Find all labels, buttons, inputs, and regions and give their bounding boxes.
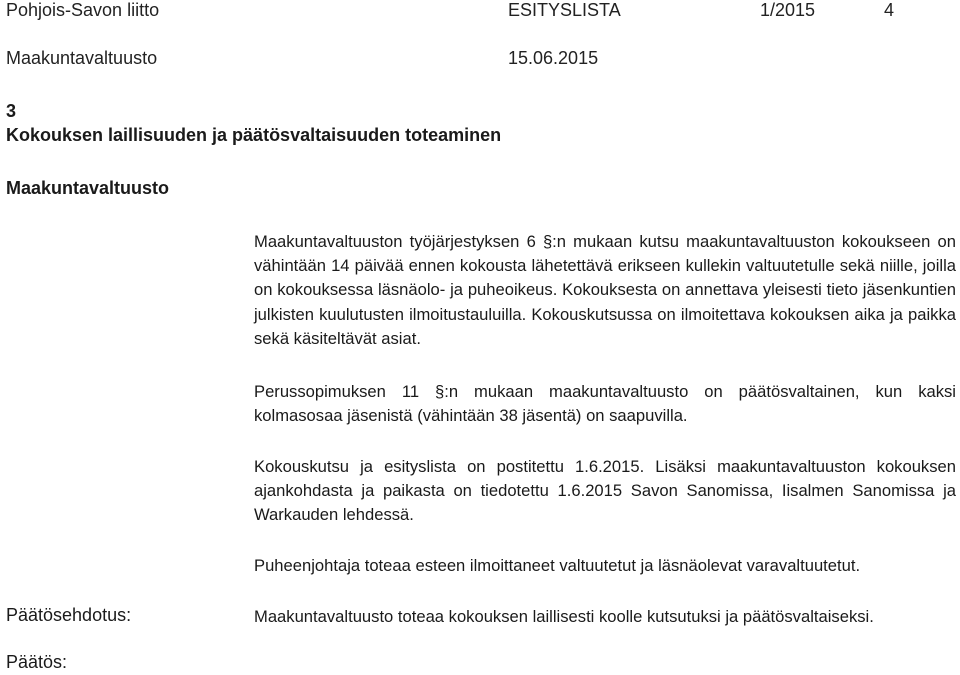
section-title: Kokouksen laillisuuden ja päätösvaltaisuuden toteaminen bbox=[6, 125, 502, 145]
paragraph-3 bbox=[254, 455, 956, 528]
issue-number: 1/2015 bbox=[760, 0, 816, 20]
proposal-label: Päätösehdotus: bbox=[6, 605, 132, 625]
paragraph-2 bbox=[254, 380, 956, 428]
meeting-date: 15.06.2015 bbox=[508, 48, 599, 68]
section-body-name: Maakuntavaltuusto bbox=[6, 178, 170, 198]
document-type: ESITYSLISTA bbox=[508, 0, 621, 20]
proposal-text: Maakuntavaltuusto toteaa kokouksen laillisesti koolle kutsutuksi ja päätösvaltaiseksi. bbox=[254, 607, 874, 626]
paragraph-1 bbox=[254, 230, 956, 351]
paragraph-4 bbox=[254, 554, 956, 578]
decision-label: Päätös: bbox=[6, 652, 68, 672]
paragraph-text: Puheenjohtaja toteaa esteen ilmoittaneet valtuutetut ja läsnäolevat varavaltuutetut. bbox=[254, 556, 861, 575]
paragraph-text: Kokouskutsu ja esityslista on postitettu 1.6.2015. Lisäksi maakuntavaltuuston kokouksen ajankohdasta ja paikasta on tiedotettu 1.6.2015 Savon Sanomissa, Iisalmen Sanomissa ja Warkauden lehdessä. bbox=[254, 457, 956, 525]
meeting-body: Maakuntavaltuusto bbox=[6, 48, 158, 68]
organization-name: Pohjois-Savon liitto bbox=[6, 0, 160, 20]
section-number: 3 bbox=[6, 101, 17, 121]
paragraph-text: Maakuntavaltuuston työjärjestyksen 6 §:n mukaan kutsu maakuntavaltuuston kokoukseen on vähintään 14 päivää ennen kokousta lähetettävä erikseen kullekin valtuutetulle sekä niille, joilla on kokouksessa läsnäolo- ja puheoikeus. Kokouksesta on annettava yleisesti tieto jäsenkuntien julkisten kuulutusten ilmoitustauluilla. Kokouskutsussa on ilmoitettava kokouksen aika ja paikka sekä käsiteltävät asiat. bbox=[254, 232, 956, 348]
page-number: 4 bbox=[884, 0, 895, 20]
proposal-text-block bbox=[254, 605, 956, 629]
paragraph-text: Perussopimuksen 11 §:n mukaan maakuntavaltuusto on päätösvaltainen, kun kaksi kolmasosaa jäsenistä (vähintään 38 jäsentä) on saapuvilla. bbox=[254, 382, 956, 426]
